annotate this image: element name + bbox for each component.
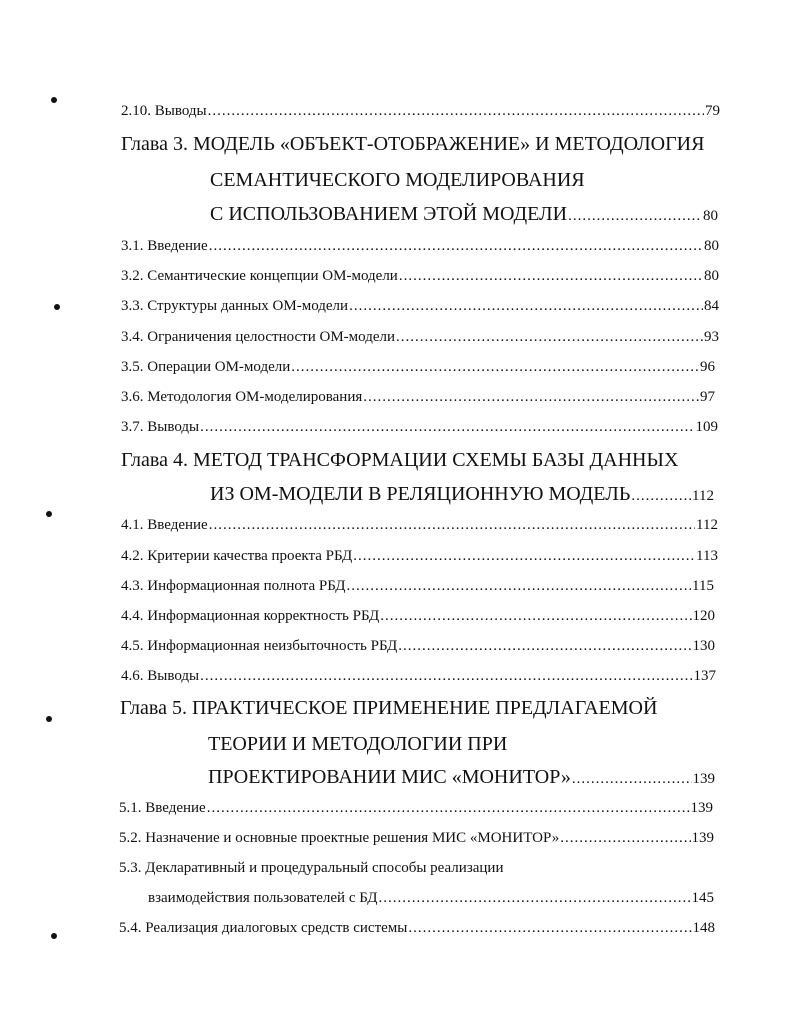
toc-entry-page: 97 [700,389,715,405]
toc-entry [121,546,718,566]
toc-entry-page: 139 [690,800,713,816]
toc-entry-label: 2.10. Выводы [121,103,207,119]
toc-entry-label: взаимодействия пользователей с БД [148,890,378,906]
leader-dots [396,327,703,347]
toc-entry-label: 5.2. Назначение и основные проектные решения МИС «МОНИТОР» [119,830,560,846]
binding-mark [46,716,52,722]
toc-entry [121,266,719,286]
leader-dots [349,296,703,316]
toc-entry [148,888,714,908]
toc-entry-page: 137 [693,668,716,684]
leader-dots [346,576,691,596]
toc-entry-page: 112 [696,517,718,533]
chapter-heading-line: Глава 5. ПРАКТИЧЕСКОЕ ПРИМЕНЕНИЕ ПРЕДЛАГАЕМОЙ [120,697,658,719]
toc-entry-label: 5.3. Декларативный и процедуральный способы реализации [119,860,504,876]
leader-dots [572,765,692,793]
toc-entry [121,296,719,316]
toc-entry-page: 139 [692,771,715,787]
toc-entry-page: 112 [692,488,714,504]
leader-dots [399,266,703,286]
toc-entry-page: 80 [703,208,718,224]
leader-dots [209,515,695,535]
chapter-heading-line: Глава 4. МЕТОД ТРАНСФОРМАЦИИ СХЕМЫ БАЗЫ ДАННЫХ [121,449,679,471]
binding-mark [51,933,57,939]
leader-dots [363,387,699,407]
toc-entry [121,327,719,347]
toc-entry [119,918,715,938]
toc-entry-page: 130 [692,638,715,654]
toc-entry-label: 3.4. Ограничения целостности ОМ-модели [121,329,396,345]
binding-mark [54,304,60,310]
toc-entry-label: 4.5. Информационная неизбыточность РБД [121,638,398,654]
leader-dots [631,482,691,510]
leader-dots [408,918,691,938]
toc-entry-label: 4.3. Информационная полнота РБД [121,578,346,594]
chapter-heading-label: ИЗ ОМ-МОДЕЛИ В РЕЛЯЦИОННУЮ МОДЕЛЬ [210,483,631,505]
toc-entry-label: 3.6. Методология ОМ-моделирования [121,389,363,405]
toc-entry [121,387,715,407]
toc-entry [119,798,713,818]
chapter-heading-line: ТЕОРИИ И МЕТОДОЛОГИИ ПРИ [208,733,508,755]
toc-entry [121,515,718,535]
toc-entry-page: 93 [704,329,719,345]
toc-entry-label: 4.4. Информационная корректность РБД [121,608,380,624]
toc-entry-label: 3.7. Выводы [121,419,200,435]
leader-dots [380,606,691,626]
toc-entry-page: 109 [695,419,718,435]
toc-entry [121,606,715,626]
binding-mark [51,97,57,103]
toc-entry-page: 80 [704,268,719,284]
toc-entry [121,357,715,377]
toc-entry-label: 4.6. Выводы [121,668,200,684]
toc-entry [121,417,718,437]
leader-dots [207,798,690,818]
chapter-heading-entry [210,200,718,228]
toc-entry-label: 4.1. Введение [121,517,208,533]
leader-dots [200,417,694,437]
toc-entry-page: 145 [691,890,714,906]
leader-dots [560,828,690,848]
toc-entry-page: 115 [692,578,714,594]
leader-dots [291,357,699,377]
toc-entry-label: 3.1. Введение [121,238,208,254]
toc-entry-page: 120 [692,608,715,624]
chapter-heading-line: СЕМАНТИЧЕСКОГО МОДЕЛИРОВАНИЯ [210,169,585,191]
chapter-heading-line: Глава 3. МОДЕЛЬ «ОБЪЕКТ-ОТОБРАЖЕНИЕ» И МЕТОДОЛОГИЯ [121,133,705,155]
toc-entry [119,828,714,848]
leader-dots [568,202,702,230]
chapter-heading-label: ПРОЕКТИРОВАНИИ МИС «МОНИТОР» [208,766,571,788]
leader-dots [209,236,703,256]
toc-entry [121,576,714,596]
toc-entry [121,666,716,686]
toc-entry-page: 139 [691,830,714,846]
toc-entry-page: 80 [704,238,719,254]
toc-entry [121,236,719,256]
toc-entry-label: 5.4. Реализация диалоговых средств системы [119,920,408,936]
leader-dots [200,666,692,686]
toc-entry-label: 4.2. Критерии качества проекта РБД [121,548,353,564]
toc-entry-label: 3.3. Структуры данных ОМ-модели [121,298,349,314]
toc-entry-page: 96 [700,359,715,375]
chapter-heading-entry [210,480,714,508]
leader-dots [208,101,704,121]
toc-entry [121,636,715,656]
chapter-heading-entry [208,763,715,791]
toc-entry-page: 148 [692,920,715,936]
toc-entry-label: 3.2. Семантические концепции ОМ-модели [121,268,398,284]
leader-dots [379,888,691,908]
toc-entry-page: 84 [704,298,719,314]
toc-entry-label: 3.5. Операции ОМ-модели [121,359,291,375]
leader-dots [398,636,691,656]
toc-entry-page: 113 [696,548,718,564]
toc-entry-label: 5.1. Введение [119,800,206,816]
toc-entry-page: 79 [705,103,720,119]
toc-entry [121,101,720,121]
binding-mark [46,511,52,517]
leader-dots [353,546,695,566]
chapter-heading-label: С ИСПОЛЬЗОВАНИЕМ ЭТОЙ МОДЕЛИ [210,203,568,225]
